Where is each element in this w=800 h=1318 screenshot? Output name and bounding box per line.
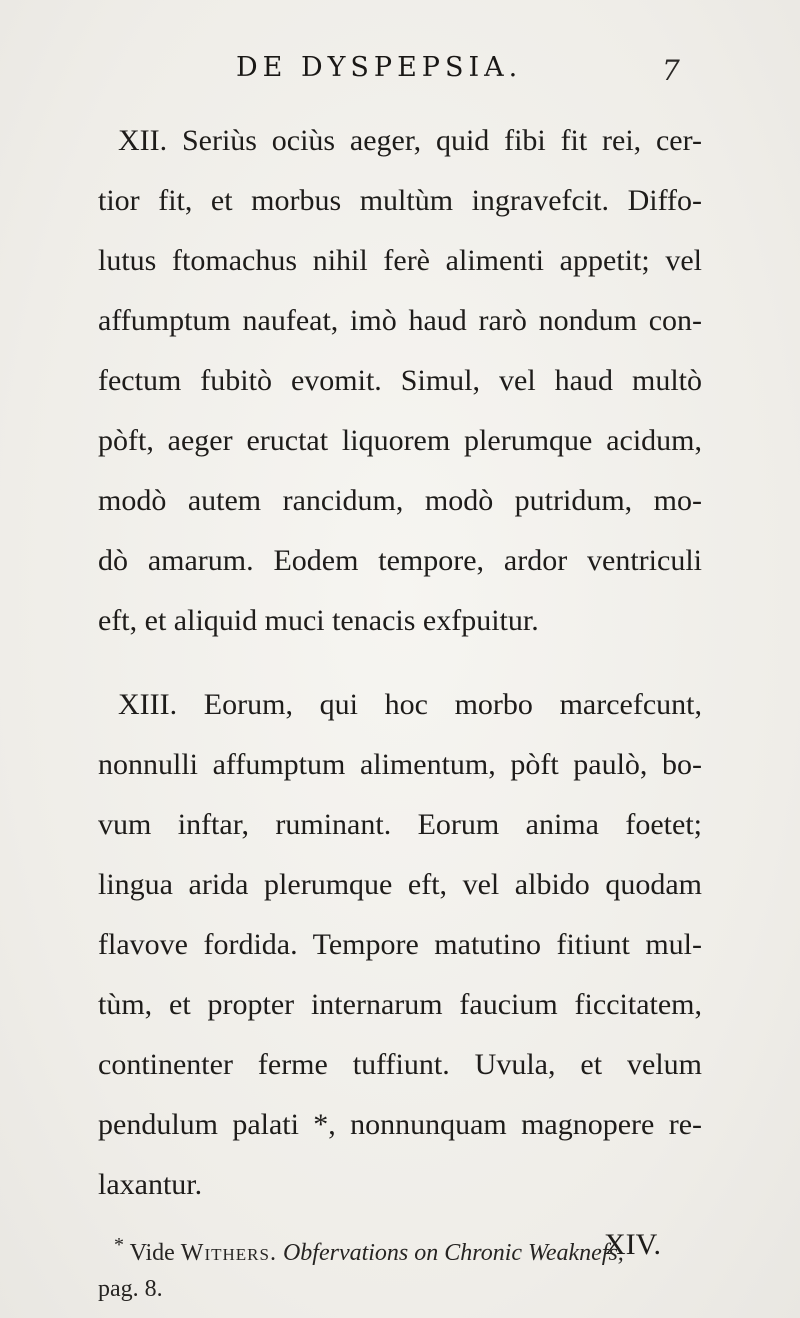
text-line: nonnulli affumptum alimentum, pòft paulò, bo- [98,748,702,781]
footnote-marker: * [114,1234,124,1256]
footnote-line [114,1234,624,1268]
text-line: vum inftar, ruminant. Eorum anima foetet; [98,808,702,841]
text-line: modò autem rancidum, modò putridum, mo- [98,484,702,517]
footnote-author: Withers. [180,1240,277,1266]
text-line-last: eft, et aliquid muci tenacis exfpuitur. [98,604,539,637]
text-line: XII. Seriùs ociùs aeger, quid fibi fit rei, cer- [118,124,702,157]
footnote-title: Obfervations on Chronic Weaknefs, [282,1240,624,1266]
text-line: dò amarum. Eodem tempore, ardor ventriculi [98,544,702,577]
page-number: 7 [662,54,680,87]
text-line: tior fit, et morbus multùm ingravefcit. Diffo- [98,184,702,217]
text-line: fectum fubitò evomit. Simul, vel haud multò [98,364,702,397]
text-line: affumptum naufeat, imò haud rarò nondum con- [98,304,702,337]
footnote-page-ref: pag. 8. [98,1276,163,1302]
text-line: pendulum palati *, nonnunquam magnopere re- [98,1108,702,1141]
text-line: tùm, et propter internarum faucium ficcitatem, [98,988,702,1021]
footnote-vide: Vide [129,1240,175,1266]
text-line: continenter ferme tuffiunt. Uvula, et velum [98,1048,702,1081]
text-line-last: laxantur. [98,1168,203,1201]
text-line: pòft, aeger eructat liquorem plerumque acidum, [98,424,702,457]
text-line: lingua arida plerumque eft, vel albido quodam [98,868,702,901]
running-head: DE DYSPEPSIA. [236,52,523,83]
text-line: lutus ftomachus nihil ferè alimenti appetit; vel [98,244,702,277]
text-line: flavove fordida. Tempore matutino fitiunt mul- [98,928,702,961]
catchword-next-section: XIV. [604,1228,661,1261]
page-header [0,52,800,92]
text-line: XIII. Eorum, qui hoc morbo marcefcunt, [118,688,702,721]
